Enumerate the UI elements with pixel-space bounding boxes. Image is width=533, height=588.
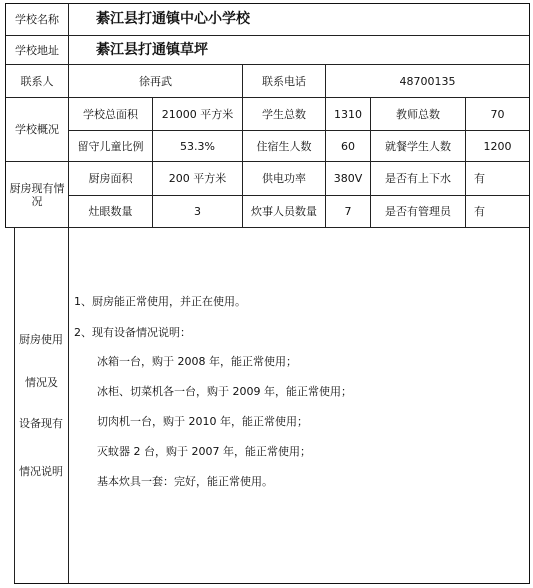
- total-area-label: 学校总面积: [83, 107, 138, 121]
- teachers-count: 70: [490, 107, 505, 121]
- contact-person: 徐再武: [139, 74, 172, 88]
- water-value: 有: [474, 172, 485, 185]
- contact-phone: 48700135: [399, 74, 456, 88]
- contact-person-label: 联系人: [20, 74, 54, 88]
- school-address-label: 学校地址: [15, 43, 59, 57]
- power-label: 供电功率: [262, 172, 306, 185]
- school-address: 綦江县打通镇草坪: [96, 41, 208, 58]
- students-label: 学生总数: [262, 107, 306, 121]
- stoves-count: 3: [194, 205, 201, 218]
- equipment-item-2: 冰柜、切菜机各一台，购于 2009 年，能正常使用；: [97, 385, 352, 398]
- water-label: 是否有上下水: [385, 172, 451, 185]
- kitchen-label: 厨房现有情况: [9, 181, 65, 208]
- teachers-label: 教师总数: [396, 107, 440, 121]
- overview-label: 学校概况: [15, 123, 59, 136]
- manager-label: 是否有管理员: [385, 205, 451, 218]
- equipment-item-1: 冰箱一台，购于 2008 年，能正常使用；: [97, 355, 297, 368]
- boarders-count: 60: [341, 139, 355, 153]
- usage-label-4: 情况说明: [19, 464, 63, 478]
- manager-value: 有: [474, 205, 485, 218]
- rule-bottom: [14, 583, 530, 584]
- rule-left-lower: [14, 227, 15, 583]
- contact-phone-label: 联系电话: [262, 74, 306, 88]
- boarders-label: 住宿生人数: [256, 139, 312, 153]
- diners-label: 就餐学生人数: [385, 139, 451, 153]
- stoves-label: 灶眼数量: [88, 205, 133, 218]
- school-name: 綦江县打通镇中心小学校: [96, 11, 250, 27]
- power-value: 380V: [333, 172, 363, 185]
- usage-label-3: 设备现有: [19, 416, 63, 430]
- left-behind-ratio: 53.3%: [180, 139, 215, 153]
- usage-line-1: 1、厨房能正常使用，并正在使用。: [74, 295, 246, 308]
- kitchen-area-label: 厨房面积: [88, 172, 133, 185]
- equipment-item-4: 灭蚊器 2 台，购于 2007 年，能正常使用；: [97, 445, 311, 458]
- usage-label-2: 情况及: [25, 375, 58, 389]
- equipment-item-5: 基本炊具一套：完好，能正常使用。: [97, 475, 273, 488]
- school-name-label: 学校名称: [15, 13, 59, 26]
- rule-right: [529, 3, 530, 583]
- equipment-item-3: 切肉机一台，购于 2010 年，能正常使用；: [97, 415, 308, 428]
- kitchen-area: 200 平方米: [168, 172, 227, 185]
- usage-line-2: 2、现有设备情况说明：: [74, 326, 191, 339]
- usage-label-1: 厨房使用: [19, 332, 63, 346]
- students-count: 1310: [334, 107, 362, 121]
- total-area: 21000 平方米: [161, 107, 234, 121]
- left-behind-label: 留守儿童比例: [77, 139, 144, 153]
- staff-count: 7: [344, 205, 352, 218]
- rule-row7: [5, 227, 530, 228]
- diners-count: 1200: [483, 139, 512, 153]
- staff-label: 炊事人员数量: [251, 205, 317, 218]
